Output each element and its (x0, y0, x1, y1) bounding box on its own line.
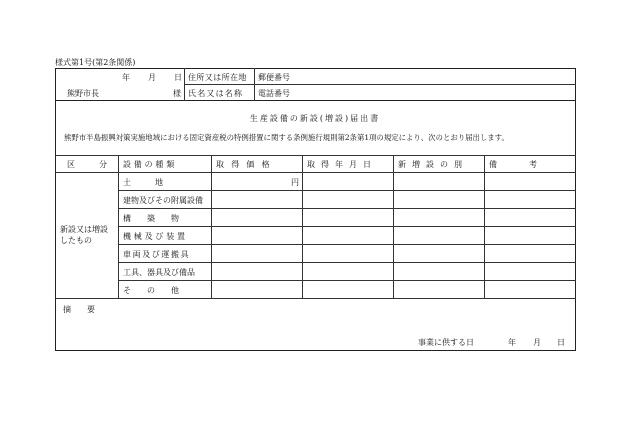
form-title: 生産設備の新設(増設)届出書 (249, 114, 381, 123)
col-header-type: 設備の種類 (123, 160, 177, 169)
header-row-line (184, 84, 576, 85)
category-label: 新設又は増設したもの (60, 225, 108, 245)
col-header-category: 区 分 (67, 160, 107, 169)
footer-year: 年 (508, 338, 516, 347)
row-type-other: そ の 他 (123, 286, 179, 295)
row-line (118, 262, 576, 263)
row-type-structure: 構 築 物 (123, 214, 179, 223)
col-line (484, 155, 485, 298)
row-type-tools: 工具、器具及び備品 (123, 268, 195, 277)
address-label: 住所又は所在地 (188, 73, 247, 82)
col-line (393, 155, 394, 298)
intro-text: 熊野市半島振興対策実施地域における固定資産税の特例措置に関する条例施行規則第2条第1項の規定により、次のとおり届出します。 (64, 133, 509, 142)
header-bottom-line (55, 172, 576, 173)
col-line (211, 155, 212, 298)
date-month: 月 (148, 73, 156, 82)
date-day: 日 (174, 73, 182, 82)
summary-label: 摘 要 (63, 305, 95, 314)
footer-day: 日 (557, 338, 565, 347)
col-header-new-or-add: 新増設の別 (398, 160, 468, 169)
business-date-label: 事業に供する日 (418, 338, 474, 347)
row-type-vehicles: 車両及び運搬具 (123, 250, 191, 259)
postal-label: 郵便番号 (258, 73, 290, 82)
row-type-land: 土 地 (123, 178, 163, 187)
row-line (118, 190, 576, 191)
col-header-cost: 取得価格 (216, 160, 277, 169)
col-header-date: 取得年月日 (307, 160, 377, 169)
row-type-machinery: 機械及び装置 (123, 232, 188, 241)
col-line (302, 155, 303, 298)
col-header-remarks: 備 考 (489, 160, 537, 169)
row-type-building: 建物及びその附属設備 (123, 196, 203, 205)
row-line (118, 226, 576, 227)
honorific: 様 (173, 89, 181, 98)
form-label: 様式第1号(第2条関係) (55, 58, 136, 67)
date-year: 年 (122, 73, 130, 82)
col-line (118, 155, 119, 298)
footer-month: 月 (533, 338, 541, 347)
addressee: 熊野市長 (67, 89, 99, 98)
table-top-line (55, 155, 576, 156)
name-label: 氏名又は名称 (188, 89, 244, 98)
row-line (118, 208, 576, 209)
phone-label: 電話番号 (258, 89, 290, 98)
row-line (118, 280, 576, 281)
row-line (118, 244, 576, 245)
row-cost-unit: 円 (291, 178, 299, 187)
table-bottom-line (55, 298, 576, 299)
